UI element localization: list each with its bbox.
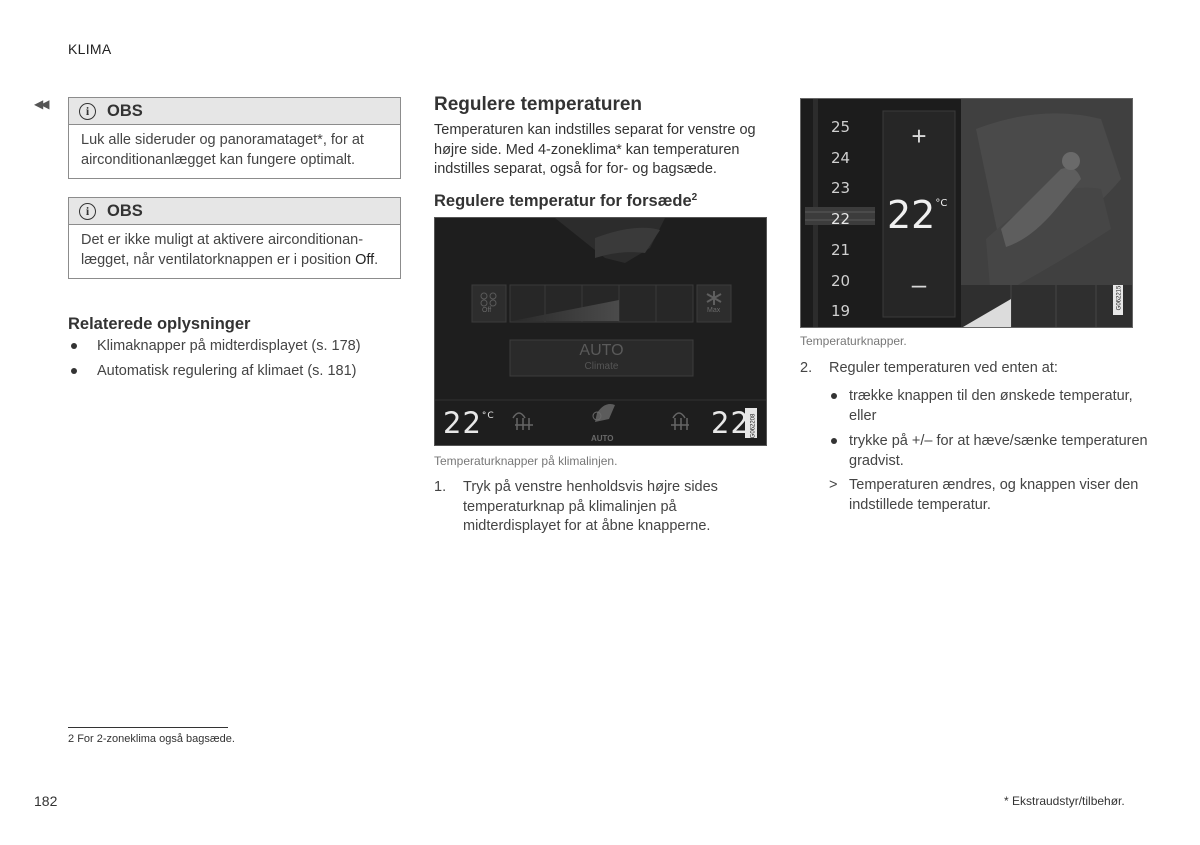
intro-paragraph: Temperaturen kan indstilles separat for venstre og højre side. Med 4-zoneklima* kan temperaturen indstilles separat, også for for- og bagsæde. (434, 122, 756, 177)
step-2 (800, 359, 1130, 379)
notice-body: Luk alle sideruder og panoramataget*, for at airconditionanlægget kan fungere optimalt. (81, 132, 364, 168)
image-id: G062215 (1116, 285, 1123, 311)
temp-unit: °C (935, 198, 948, 209)
temperature-slider-image (800, 98, 1133, 328)
result-marker: > (829, 477, 838, 493)
temp-unit: °C (481, 411, 495, 421)
notice-body (69, 225, 400, 278)
auto-button-label[interactable]: AUTO (579, 342, 624, 359)
notice-title: OBS (107, 101, 143, 120)
temp-right-value: 22 (711, 406, 750, 440)
notice-title: OBS (107, 201, 143, 220)
result-text: Temperaturen ændres, og knappen viser den indstillede temperatur. (849, 477, 1139, 513)
option-bullet-2: trykke på +/– for at hæve/sænke temperaturen gradvist. (829, 432, 1149, 471)
notice-box-1 (68, 97, 401, 179)
footnote-text: For 2-zoneklima også bagsæde. (77, 733, 235, 745)
step-number: 2. (800, 360, 813, 376)
temperature-slider-graphic (801, 99, 1133, 328)
related-heading: Relaterede oplysninger (68, 315, 251, 333)
scale-value-21[interactable]: 21 (831, 240, 851, 259)
climate-label: Climate (584, 361, 619, 372)
scale-value-22-selected[interactable]: 22 (831, 210, 851, 229)
subheading (434, 192, 697, 211)
section-heading: Regulere temperaturen (434, 94, 643, 115)
accessory-note: * Ekstraudstyr/tilbehør. (1004, 794, 1125, 808)
temp-left-value: 22 (443, 406, 482, 440)
footnote-ref: 2 (691, 192, 698, 203)
footnote-divider (68, 727, 228, 728)
info-icon: i (79, 103, 96, 120)
temp-right-button[interactable] (711, 406, 750, 440)
section-title: KLIMA (68, 41, 112, 57)
fan-max-label[interactable]: Max (707, 307, 721, 314)
scale-value-24[interactable]: 24 (831, 148, 851, 167)
temperature-scale[interactable] (831, 112, 850, 327)
figure-caption: Temperaturknapper på klimalinjen. (434, 454, 618, 468)
plus-button[interactable]: + (911, 121, 927, 151)
page-number: 182 (34, 793, 58, 809)
off-label: Off (355, 251, 375, 268)
footnote (68, 733, 235, 745)
option-bullet-1: trække knappen til den ønskede temperatur, eller (829, 387, 1149, 426)
temp-value: 22 (887, 193, 936, 237)
scale-value-25[interactable]: 25 (831, 118, 851, 136)
related-link-2[interactable]: Automatisk regulering af klimaet (s. 181) (68, 362, 408, 387)
step-number: 1. (434, 479, 447, 495)
image-id: G062208 (750, 413, 757, 439)
temp-left-button[interactable] (443, 406, 495, 440)
notice-header (69, 198, 400, 225)
scale-value-20[interactable]: 20 (831, 271, 851, 290)
notice-body-text: Det er ikke muligt at aktivere airconditionan-lægget, når ventilatorknappen er i position (81, 232, 364, 268)
footnote-number: 2 (68, 733, 75, 745)
related-link-1[interactable]: Klimaknapper på midterdisplayet (s. 178) (68, 337, 408, 362)
step-1 (434, 478, 769, 537)
notice-header (69, 98, 400, 125)
minus-button[interactable]: – (911, 269, 927, 299)
related-list (68, 337, 408, 387)
current-temperature (887, 193, 947, 237)
step-text: Reguler temperaturen ved enten at: (829, 360, 1058, 376)
scale-value-23[interactable]: 23 (831, 179, 851, 198)
auto-small-label: AUTO (591, 434, 614, 443)
back-arrows-icon[interactable]: ◀◀ (34, 97, 47, 111)
figure-caption: Temperaturknapper. (800, 334, 907, 348)
subheading-text: Regulere temperatur for forsæde (434, 192, 692, 210)
scale-value-19[interactable]: 19 (831, 302, 851, 321)
step-text: Tryk på venstre henholdsvis højre sides temperaturknap på klimalinjen på midterdisplayet for at åbne knapperne. (463, 479, 718, 534)
climate-line-display-image (434, 217, 767, 446)
info-icon: i (79, 203, 96, 220)
fan-off-label[interactable]: Off (482, 307, 492, 314)
result-line (829, 476, 1149, 515)
notice-body-end: . (374, 251, 379, 268)
notice-box-2 (68, 197, 401, 279)
